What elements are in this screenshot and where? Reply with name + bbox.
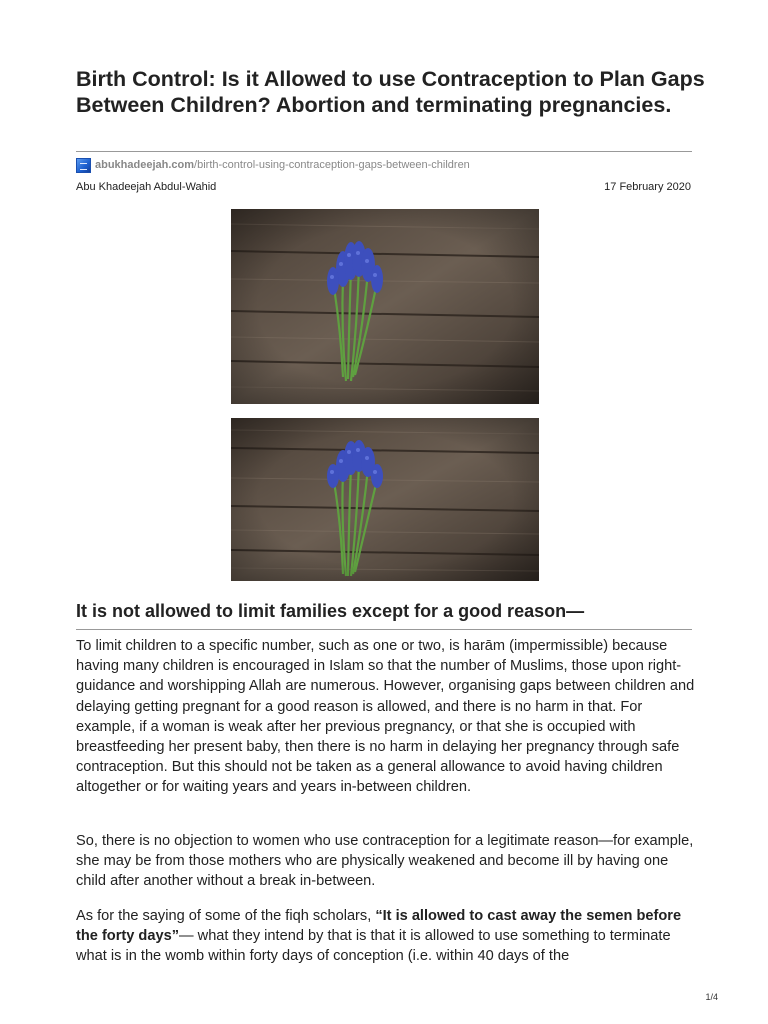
paragraph-3-quote: “It is allowed to cast away the semen before the forty days” <box>76 908 682 945</box>
source-domain: abukhadeejah.com <box>95 159 195 171</box>
paragraph-3 <box>76 906 696 967</box>
paragraph-1: To limit children to a specific number, such as one or two, is harām (impermissible) because having many children is encouraged in Islam so that the number of Muslims, those upon right-guidance and worshipping Allah are numerous. However, organising gaps between children and delaying getting pregnant for a good reason is allowed, and there is no harm in that. For example, if a woman is weak after her previous pregnancy, or that she is occupied with breastfeeding her present baby, then there is no harm in delaying her pregnancy through safe contraception. But this should not be taken as a general allowance to avoid having children altogether or for waiting years and years in-between children. <box>76 638 695 796</box>
paragraph-2: So, there is no objection to women who use contraception for a legitimate reason—for example, she may be from those mothers who are physically weakened and become ill by having one child after another without a break in-between. <box>76 833 694 890</box>
article-title: Birth Control: Is it Allowed to use Contraception to Plan Gaps Between Children? Abortion and terminating pregnancies. <box>76 67 705 117</box>
publish-date: 17 February 2020 <box>604 181 691 193</box>
section-heading: It is not allowed to limit families except for a good reason— <box>76 601 585 621</box>
title-divider <box>76 151 692 152</box>
author-name: Abu Khadeejah Abdul-Wahid <box>76 181 217 193</box>
page-number: 1/4 <box>705 992 718 1002</box>
paragraph-3-rest: — what they intend by that is that it is allowed to use something to terminate what is in the womb within forty days of conception (i.e. within 40 days of the <box>76 928 671 965</box>
paragraph-3-intro: As for the saying of some of the fiqh scholars, <box>76 908 376 924</box>
site-favicon-icon <box>76 158 91 173</box>
source-path: /birth-control-using-contraception-gaps-between-children <box>194 159 470 171</box>
section-divider <box>76 629 692 630</box>
flowers-on-wood-image-2 <box>231 418 539 581</box>
flowers-on-wood-image-1 <box>231 209 539 404</box>
source-link[interactable] <box>76 156 470 174</box>
